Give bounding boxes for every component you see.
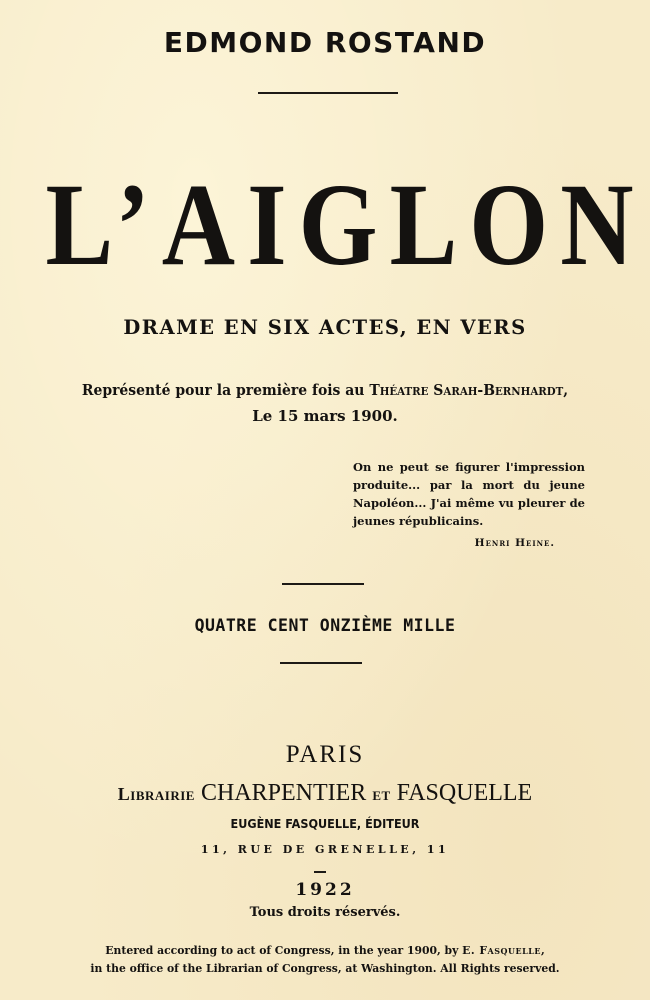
performance-prefix: Représenté pour la première fois au <box>81 381 370 399</box>
publication-year: 1922 <box>295 880 355 900</box>
performance-note <box>23 381 628 399</box>
publisher-address: 11, RUE DE GRENELLE, 11 <box>200 843 450 856</box>
copyright-holder: E. Fasquelle <box>462 944 541 957</box>
publisher-conjunction: et <box>372 784 391 804</box>
copyright-line-1 <box>0 942 650 960</box>
book-subtitle: DRAME EN SIX ACTES, EN VERS <box>123 316 527 339</box>
divider-rule <box>282 583 364 585</box>
rights-statement: Tous droits réservés. <box>249 905 401 920</box>
epigraph-attribution: Henri Heine. <box>474 537 555 549</box>
editor-line: EUGÈNE FASQUELLE, ÉDITEUR <box>230 816 420 831</box>
performance-venue: Théatre Sarah-Bernhardt <box>369 381 564 399</box>
epigraph <box>353 458 585 552</box>
publisher-prefix: Librairie <box>117 784 195 804</box>
copyright-line-2: in the office of the Librarian of Congress, at Washington. All Rights reserved. <box>90 962 560 975</box>
copyright-line-1-prefix: Entered according to act of Congress, in the year 1900, by <box>105 944 463 957</box>
book-title: L’AIGLON <box>45 159 646 290</box>
divider-dash <box>314 871 326 873</box>
imprint-city: PARIS <box>285 741 365 768</box>
copyright-notice <box>0 942 650 978</box>
performance-suffix: , <box>563 381 569 399</box>
epigraph-text: On ne peut se figurer l'impression produite... par la mort du jeune Napoléon... J'ai même vu pleurer de jeunes républicains. <box>353 460 585 528</box>
publisher-line <box>0 780 650 807</box>
author-name: EDMOND ROSTAND <box>163 26 487 59</box>
performance-date: Le 15 mars 1900. <box>252 407 398 425</box>
copyright-line-1-suffix: , <box>540 944 545 957</box>
publisher-name-1: CHARPENTIER <box>200 780 367 806</box>
divider-rule <box>280 662 362 664</box>
publisher-name-2: FASQUELLE <box>396 780 533 806</box>
divider-rule <box>258 92 398 94</box>
edition-statement: QUATRE CENT ONZIÈME MILLE <box>194 616 456 635</box>
